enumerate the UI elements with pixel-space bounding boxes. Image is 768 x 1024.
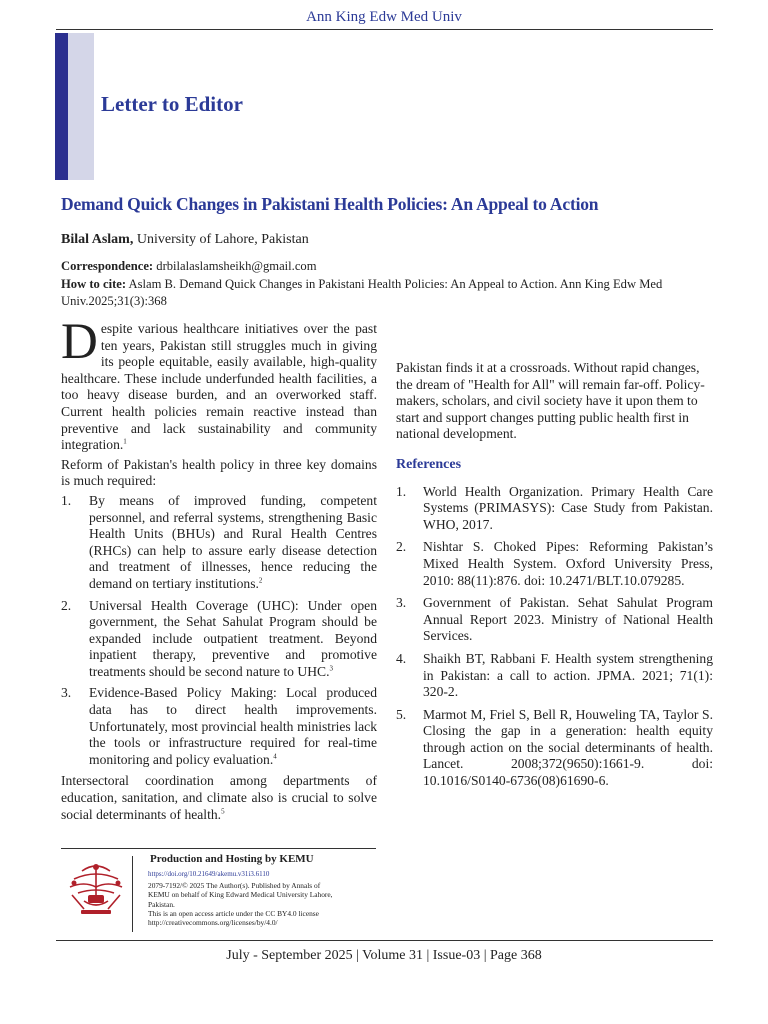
- list-number: 2.: [61, 597, 72, 613]
- author-line: [61, 232, 309, 248]
- correspondence-label: Correspondence:: [61, 259, 154, 273]
- references-heading: References: [396, 456, 462, 472]
- citation-marker: 5: [221, 807, 225, 816]
- correspondence-line: [61, 258, 721, 275]
- citation-marker: 3: [329, 664, 333, 673]
- citation-marker: 4: [273, 752, 277, 761]
- reference-text: Marmot M, Friel S, Bell R, Houweling TA, Taylor S. Closing the gap in a generation: health equity through action on the social determinants of health. Lancet. 2008;372(9650):1661-9. doi: 10.1016/S0140-6736(08)61690-6.: [423, 706, 713, 789]
- kemu-logo-icon: [64, 857, 128, 923]
- list-item: [61, 685, 377, 768]
- section-band-light: [68, 33, 94, 180]
- license-line: 2079-7192/© 2025 The Author(s). Published by Annals of: [148, 881, 321, 890]
- reference-number: 1.: [396, 483, 407, 499]
- correspondence-email[interactable]: drbilalaslamsheikh@gmail.com: [153, 259, 317, 273]
- intersectoral-paragraph: [61, 773, 377, 823]
- domains-paragraph: Reform of Pakistan's health policy in three key domains is much required:: [61, 456, 377, 489]
- page-footer: July - September 2025 | Volume 31 | Issue-03 | Page 368: [226, 948, 542, 963]
- intro-text: espite various healthcare initiatives over the past ten years, Pakistan still struggles much in giving its people equitable, easily available, high-quality healthcare. These include underfunded health facilities, a too heavy disease burden, and an overworked staff. Current health policies remain reactive instead than preventive and lack sustainability and community integration.: [61, 321, 377, 453]
- drop-cap: D: [61, 314, 98, 370]
- journal-name: Ann King Edw Med Univ: [306, 9, 462, 25]
- author-affiliation: University of Lahore, Pakistan: [133, 232, 309, 247]
- reference-number: 5.: [396, 706, 407, 722]
- footer-box-rule-bottom: [56, 940, 713, 941]
- license-line: KEMU on behalf of King Edward Medical University Lahore,: [148, 890, 333, 900]
- reference-text: Shaikh BT, Rabbani F. Health system strengthening in Pakistan: a call to action. JPMA. 2021; 71(1): 320-2.: [423, 650, 713, 700]
- reference-text: Nishtar S. Choked Pipes: Reforming Pakistan’s Mixed Health System. Oxford University Press, 2010: 88(11):876. doi: 10.2471/BLT.10.079285.: [423, 539, 713, 588]
- footer-box-rule-top: [61, 848, 376, 849]
- body-left-column: [61, 314, 377, 826]
- citation-marker: 1: [123, 437, 127, 446]
- header-rule: [56, 29, 713, 30]
- list-text: Evidence-Based Policy Making: Local produced data has to direct health improvements. Unfortunately, most provincial health ministries lack the tools or infrastructure required for real-time monitoring and policy evaluation.: [89, 685, 377, 767]
- list-number: 3.: [61, 685, 72, 701]
- reference-item: [396, 539, 713, 589]
- license-link[interactable]: http://creativecommons.org/licenses/by/4.0/: [148, 918, 278, 928]
- citation-marker: 2: [258, 576, 263, 585]
- production-label: Production and Hosting by KEMU: [150, 853, 314, 865]
- section-band-dark: [55, 33, 68, 180]
- list-text: Universal Health Coverage (UHC): Under open government, the Sehat Sahulat Program should be expanded include outpatient treatment. Beyond inpatient therapy, preventive and promotive treatments should be second nature to UHC.: [89, 597, 377, 679]
- doi-link[interactable]: https://doi.org/10.21649/akemu.v31i3.6110: [148, 870, 270, 878]
- intro-paragraph: [61, 314, 377, 454]
- cite-label: How to cite:: [61, 277, 127, 291]
- list-number: 1.: [61, 492, 72, 508]
- list-text: By means of improved funding, competent personnel, and referral systems, strengthening Basic Health Units (BHUs) and Rural Health Centres (RHCs) can help to assure early disease detection and treatment of illnesses, hence reducing the demand on tertiary institutions.: [89, 492, 377, 591]
- list-item: [61, 598, 377, 681]
- intersectoral-text: Intersectoral coordination among departments of education, sanitation, and climate also is crucial to solve social determinants of health.: [61, 773, 377, 822]
- conclusion-paragraph: Pakistan finds it at a crossroads. Without rapid changes, the dream of "Health for All" will remain far-off. Policy-makers, scholars, and civil society have it upon them to start and support changes putting public health first in national development.: [396, 360, 705, 442]
- reference-number: 3.: [396, 595, 407, 611]
- license-text: [148, 881, 363, 927]
- reference-item: [396, 651, 713, 701]
- section-label: Letter to Editor: [101, 92, 243, 116]
- reference-number: 2.: [396, 539, 407, 555]
- list-item: [61, 493, 377, 593]
- reference-text: World Health Organization. Primary Health Care Systems (PRIMASYS): Case Study from Pakistan. WHO, 2017.: [423, 483, 713, 532]
- reference-item: [396, 595, 713, 645]
- reference-number: 4.: [396, 650, 407, 666]
- citation-line: [61, 276, 721, 310]
- references-list: [396, 484, 713, 790]
- license-line: Pakistan.: [148, 899, 175, 909]
- author-name: Bilal Aslam,: [61, 232, 134, 247]
- domains-list: [61, 493, 377, 769]
- footer-box-divider: [132, 856, 133, 932]
- reference-item: [396, 484, 713, 534]
- reference-text: Government of Pakistan. Sehat Sahulat Program Annual Report 2023. Ministry of National Health Services.: [423, 595, 713, 644]
- license-line: This is an open access article under the CC BY4.0 license: [148, 908, 319, 918]
- article-title: Demand Quick Changes in Pakistani Health Policies: An Appeal to Action: [61, 194, 599, 214]
- body-right-column: [396, 360, 713, 796]
- cite-text: Aslam B. Demand Quick Changes in Pakistani Health Policies: An Appeal to Action. Ann King Edw Med Univ.2025;31(3):368: [61, 277, 663, 308]
- reference-item: [396, 707, 713, 790]
